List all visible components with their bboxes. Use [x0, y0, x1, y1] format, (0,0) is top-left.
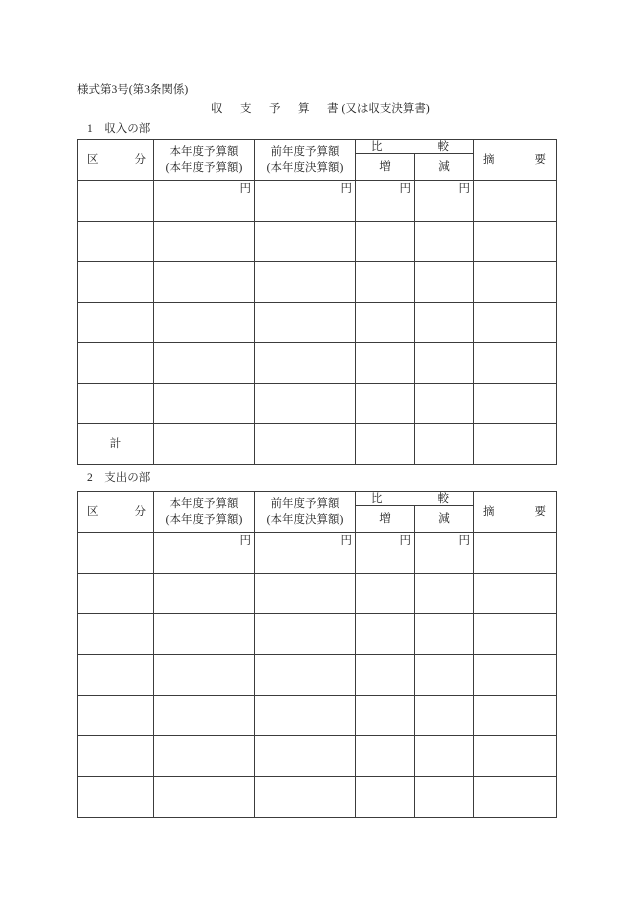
table-row: [78, 695, 557, 736]
category-cell: [78, 221, 154, 262]
previous-year-header-line2: (本年度決算額): [266, 162, 344, 174]
income-table: [77, 139, 557, 465]
decrease-cell: [415, 262, 474, 303]
previous-year-cell: [255, 655, 356, 696]
category-cell: [78, 655, 154, 696]
decrease-cell: [415, 533, 474, 574]
total-label: 計: [78, 424, 154, 465]
category-cell: [78, 614, 154, 655]
current-year-cell: [154, 262, 255, 303]
decrease-total-cell: [415, 424, 474, 465]
increase-total-cell: [356, 424, 415, 465]
expense-section-heading: 2 支出の部: [87, 472, 151, 484]
category-cell: [78, 262, 154, 303]
table-row: [78, 262, 557, 303]
current-year-cell: [154, 573, 255, 614]
yen-unit-label: 円: [458, 183, 470, 195]
previous-year-cell: [255, 573, 356, 614]
remarks-total-cell: [474, 424, 557, 465]
category-header: 区 分: [78, 140, 154, 181]
total-row: [78, 424, 557, 465]
income-section-heading: 1 収入の部: [87, 123, 151, 135]
decrease-cell: [415, 181, 474, 222]
category-cell: [78, 695, 154, 736]
current-year-cell: [154, 533, 255, 574]
table-row: [78, 777, 557, 818]
category-header: 区 分: [78, 492, 154, 533]
table-row: [78, 736, 557, 777]
previous-year-cell: [255, 736, 356, 777]
current-year-cell: [154, 343, 255, 384]
increase-cell: [356, 695, 415, 736]
remarks-cell: [474, 383, 557, 424]
current-year-cell: [154, 181, 255, 222]
category-cell: [78, 383, 154, 424]
decrease-cell: [415, 343, 474, 384]
remarks-cell: [474, 262, 557, 303]
previous-year-cell: [255, 181, 356, 222]
decrease-cell: [415, 383, 474, 424]
current-year-header-line2: (本年度予算額): [165, 162, 243, 174]
table-row: [78, 343, 557, 384]
table-row: [78, 655, 557, 696]
decrease-cell: [415, 695, 474, 736]
yen-unit-label: 円: [340, 535, 352, 547]
current-year-cell: [154, 736, 255, 777]
previous-year-header-line2: (本年度決算額): [266, 514, 344, 526]
current-year-header-line1: 本年度予算額: [169, 498, 239, 510]
previous-year-cell: [255, 777, 356, 818]
comparison-header: 比 較: [356, 492, 474, 506]
decrease-header: 減: [415, 506, 474, 533]
table-row: [78, 533, 557, 574]
remarks-cell: [474, 533, 557, 574]
previous-year-cell: [255, 533, 356, 574]
current-year-header: [154, 140, 255, 181]
table-row: [78, 573, 557, 614]
yen-unit-label: 円: [399, 535, 411, 547]
previous-year-cell: [255, 302, 356, 343]
current-year-header-line1: 本年度予算額: [169, 146, 239, 158]
decrease-cell: [415, 777, 474, 818]
yen-unit-label: 円: [399, 183, 411, 195]
remarks-cell: [474, 614, 557, 655]
decrease-cell: [415, 221, 474, 262]
remarks-cell: [474, 573, 557, 614]
current-year-header: [154, 492, 255, 533]
increase-cell: [356, 221, 415, 262]
increase-cell: [356, 777, 415, 818]
previous-year-cell: [255, 695, 356, 736]
category-cell: [78, 343, 154, 384]
expense-table: [77, 491, 557, 818]
increase-cell: [356, 655, 415, 696]
increase-header: 増: [356, 506, 415, 533]
increase-cell: [356, 181, 415, 222]
form-number: 様式第3号(第3条関係): [77, 84, 189, 96]
current-year-total-cell: [154, 424, 255, 465]
increase-cell: [356, 262, 415, 303]
previous-year-total-cell: [255, 424, 356, 465]
decrease-cell: [415, 614, 474, 655]
current-year-cell: [154, 655, 255, 696]
table-header-row: [78, 492, 557, 506]
remarks-cell: [474, 221, 557, 262]
previous-year-header-line1: 前年度予算額: [270, 498, 340, 510]
remarks-cell: [474, 777, 557, 818]
increase-cell: [356, 383, 415, 424]
previous-year-cell: [255, 383, 356, 424]
current-year-cell: [154, 221, 255, 262]
current-year-cell: [154, 302, 255, 343]
decrease-cell: [415, 736, 474, 777]
category-cell: [78, 777, 154, 818]
previous-year-header-line1: 前年度予算額: [270, 146, 340, 158]
decrease-cell: [415, 655, 474, 696]
table-row: [78, 383, 557, 424]
remarks-cell: [474, 343, 557, 384]
previous-year-cell: [255, 221, 356, 262]
previous-year-cell: [255, 262, 356, 303]
table-row: [78, 221, 557, 262]
increase-header: 増: [356, 154, 415, 181]
table-row: [78, 181, 557, 222]
increase-cell: [356, 614, 415, 655]
remarks-header: 摘 要: [474, 492, 557, 533]
decrease-cell: [415, 573, 474, 614]
remarks-cell: [474, 181, 557, 222]
table-row: [78, 614, 557, 655]
category-cell: [78, 736, 154, 777]
yen-unit-label: 円: [239, 183, 251, 195]
category-cell: [78, 533, 154, 574]
document-title: [211, 102, 430, 116]
remarks-header: 摘 要: [474, 140, 557, 181]
remarks-cell: [474, 302, 557, 343]
document-title-main: 収 支 予 算 書: [211, 103, 342, 115]
remarks-cell: [474, 695, 557, 736]
increase-cell: [356, 573, 415, 614]
document-title-note: (又は収支決算書): [341, 103, 430, 115]
previous-year-header: [255, 140, 356, 181]
previous-year-cell: [255, 343, 356, 384]
category-cell: [78, 573, 154, 614]
increase-cell: [356, 533, 415, 574]
category-cell: [78, 302, 154, 343]
current-year-cell: [154, 777, 255, 818]
remarks-cell: [474, 655, 557, 696]
current-year-cell: [154, 695, 255, 736]
previous-year-cell: [255, 614, 356, 655]
current-year-header-line2: (本年度予算額): [165, 514, 243, 526]
table-header-row: [78, 140, 557, 154]
current-year-cell: [154, 383, 255, 424]
remarks-cell: [474, 736, 557, 777]
increase-cell: [356, 736, 415, 777]
table-row: [78, 302, 557, 343]
yen-unit-label: 円: [458, 535, 470, 547]
yen-unit-label: 円: [340, 183, 352, 195]
comparison-header: 比 較: [356, 140, 474, 154]
increase-cell: [356, 343, 415, 384]
decrease-cell: [415, 302, 474, 343]
previous-year-header: [255, 492, 356, 533]
decrease-header: 減: [415, 154, 474, 181]
category-cell: [78, 181, 154, 222]
increase-cell: [356, 302, 415, 343]
yen-unit-label: 円: [239, 535, 251, 547]
current-year-cell: [154, 614, 255, 655]
